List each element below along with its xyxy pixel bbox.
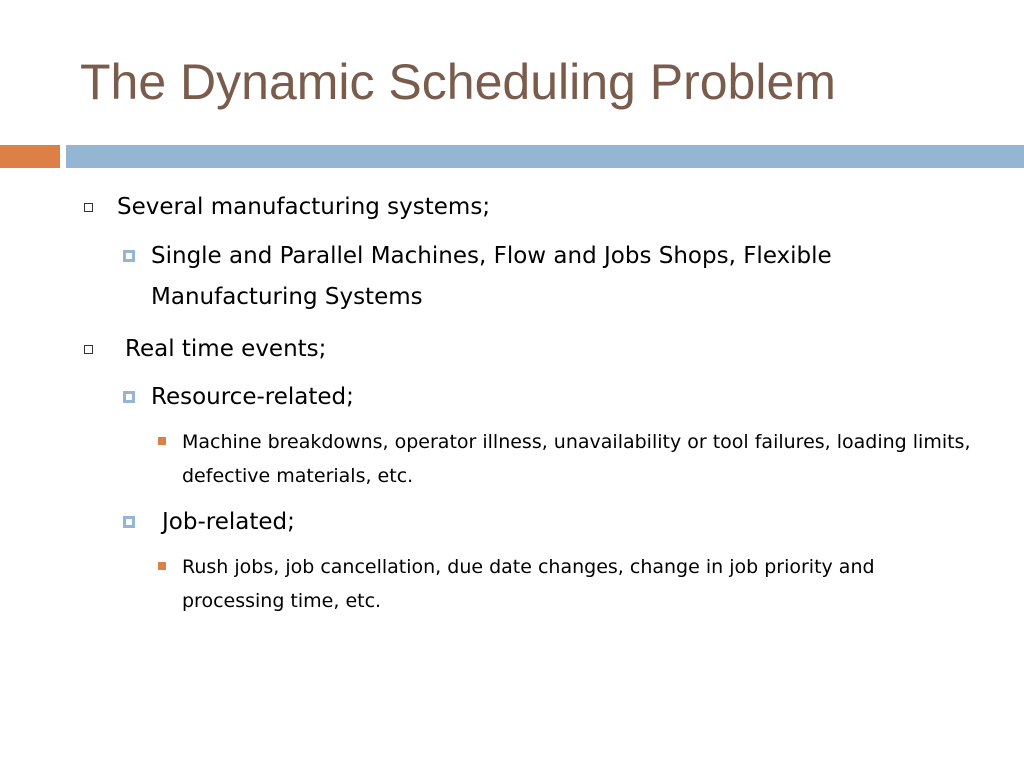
- orange-square-bullet-icon: [158, 437, 166, 445]
- orange-square-bullet-icon: [158, 562, 166, 570]
- bullet-item-level-1: [117, 187, 977, 227]
- bullet-text: Machine breakdowns, operator illness, unavailability or tool failures, loading limits, defective materials, etc.: [182, 431, 971, 487]
- bullet-text: Resource-related;: [151, 384, 354, 410]
- bullet-item-level-2: [162, 502, 982, 543]
- bullet-text: Job-related;: [162, 509, 295, 535]
- bullet-text: Several manufacturing systems;: [117, 194, 491, 220]
- blue-square-bullet-icon: [123, 250, 135, 262]
- bullet-item-level-2: [151, 377, 981, 418]
- bullet-item-level-2: [151, 236, 981, 318]
- bullet-text: Rush jobs, job cancellation, due date changes, change in job priority and processing time, etc.: [182, 556, 875, 612]
- bullet-item-level-1: [125, 329, 975, 369]
- bullet-text: Single and Parallel Machines, Flow and Jobs Shops, Flexible Manufacturing Systems: [151, 243, 832, 310]
- hollow-square-icon: [84, 203, 93, 212]
- blue-square-bullet-icon: [123, 516, 135, 528]
- hollow-square-icon: [84, 345, 93, 354]
- slide-title: The Dynamic Scheduling Problem: [80, 54, 836, 110]
- bullet-text: Real time events;: [125, 336, 327, 362]
- bullet-item-level-3: [182, 550, 982, 618]
- bullet-item-level-3: [182, 425, 982, 493]
- blue-square-bullet-icon: [123, 391, 135, 403]
